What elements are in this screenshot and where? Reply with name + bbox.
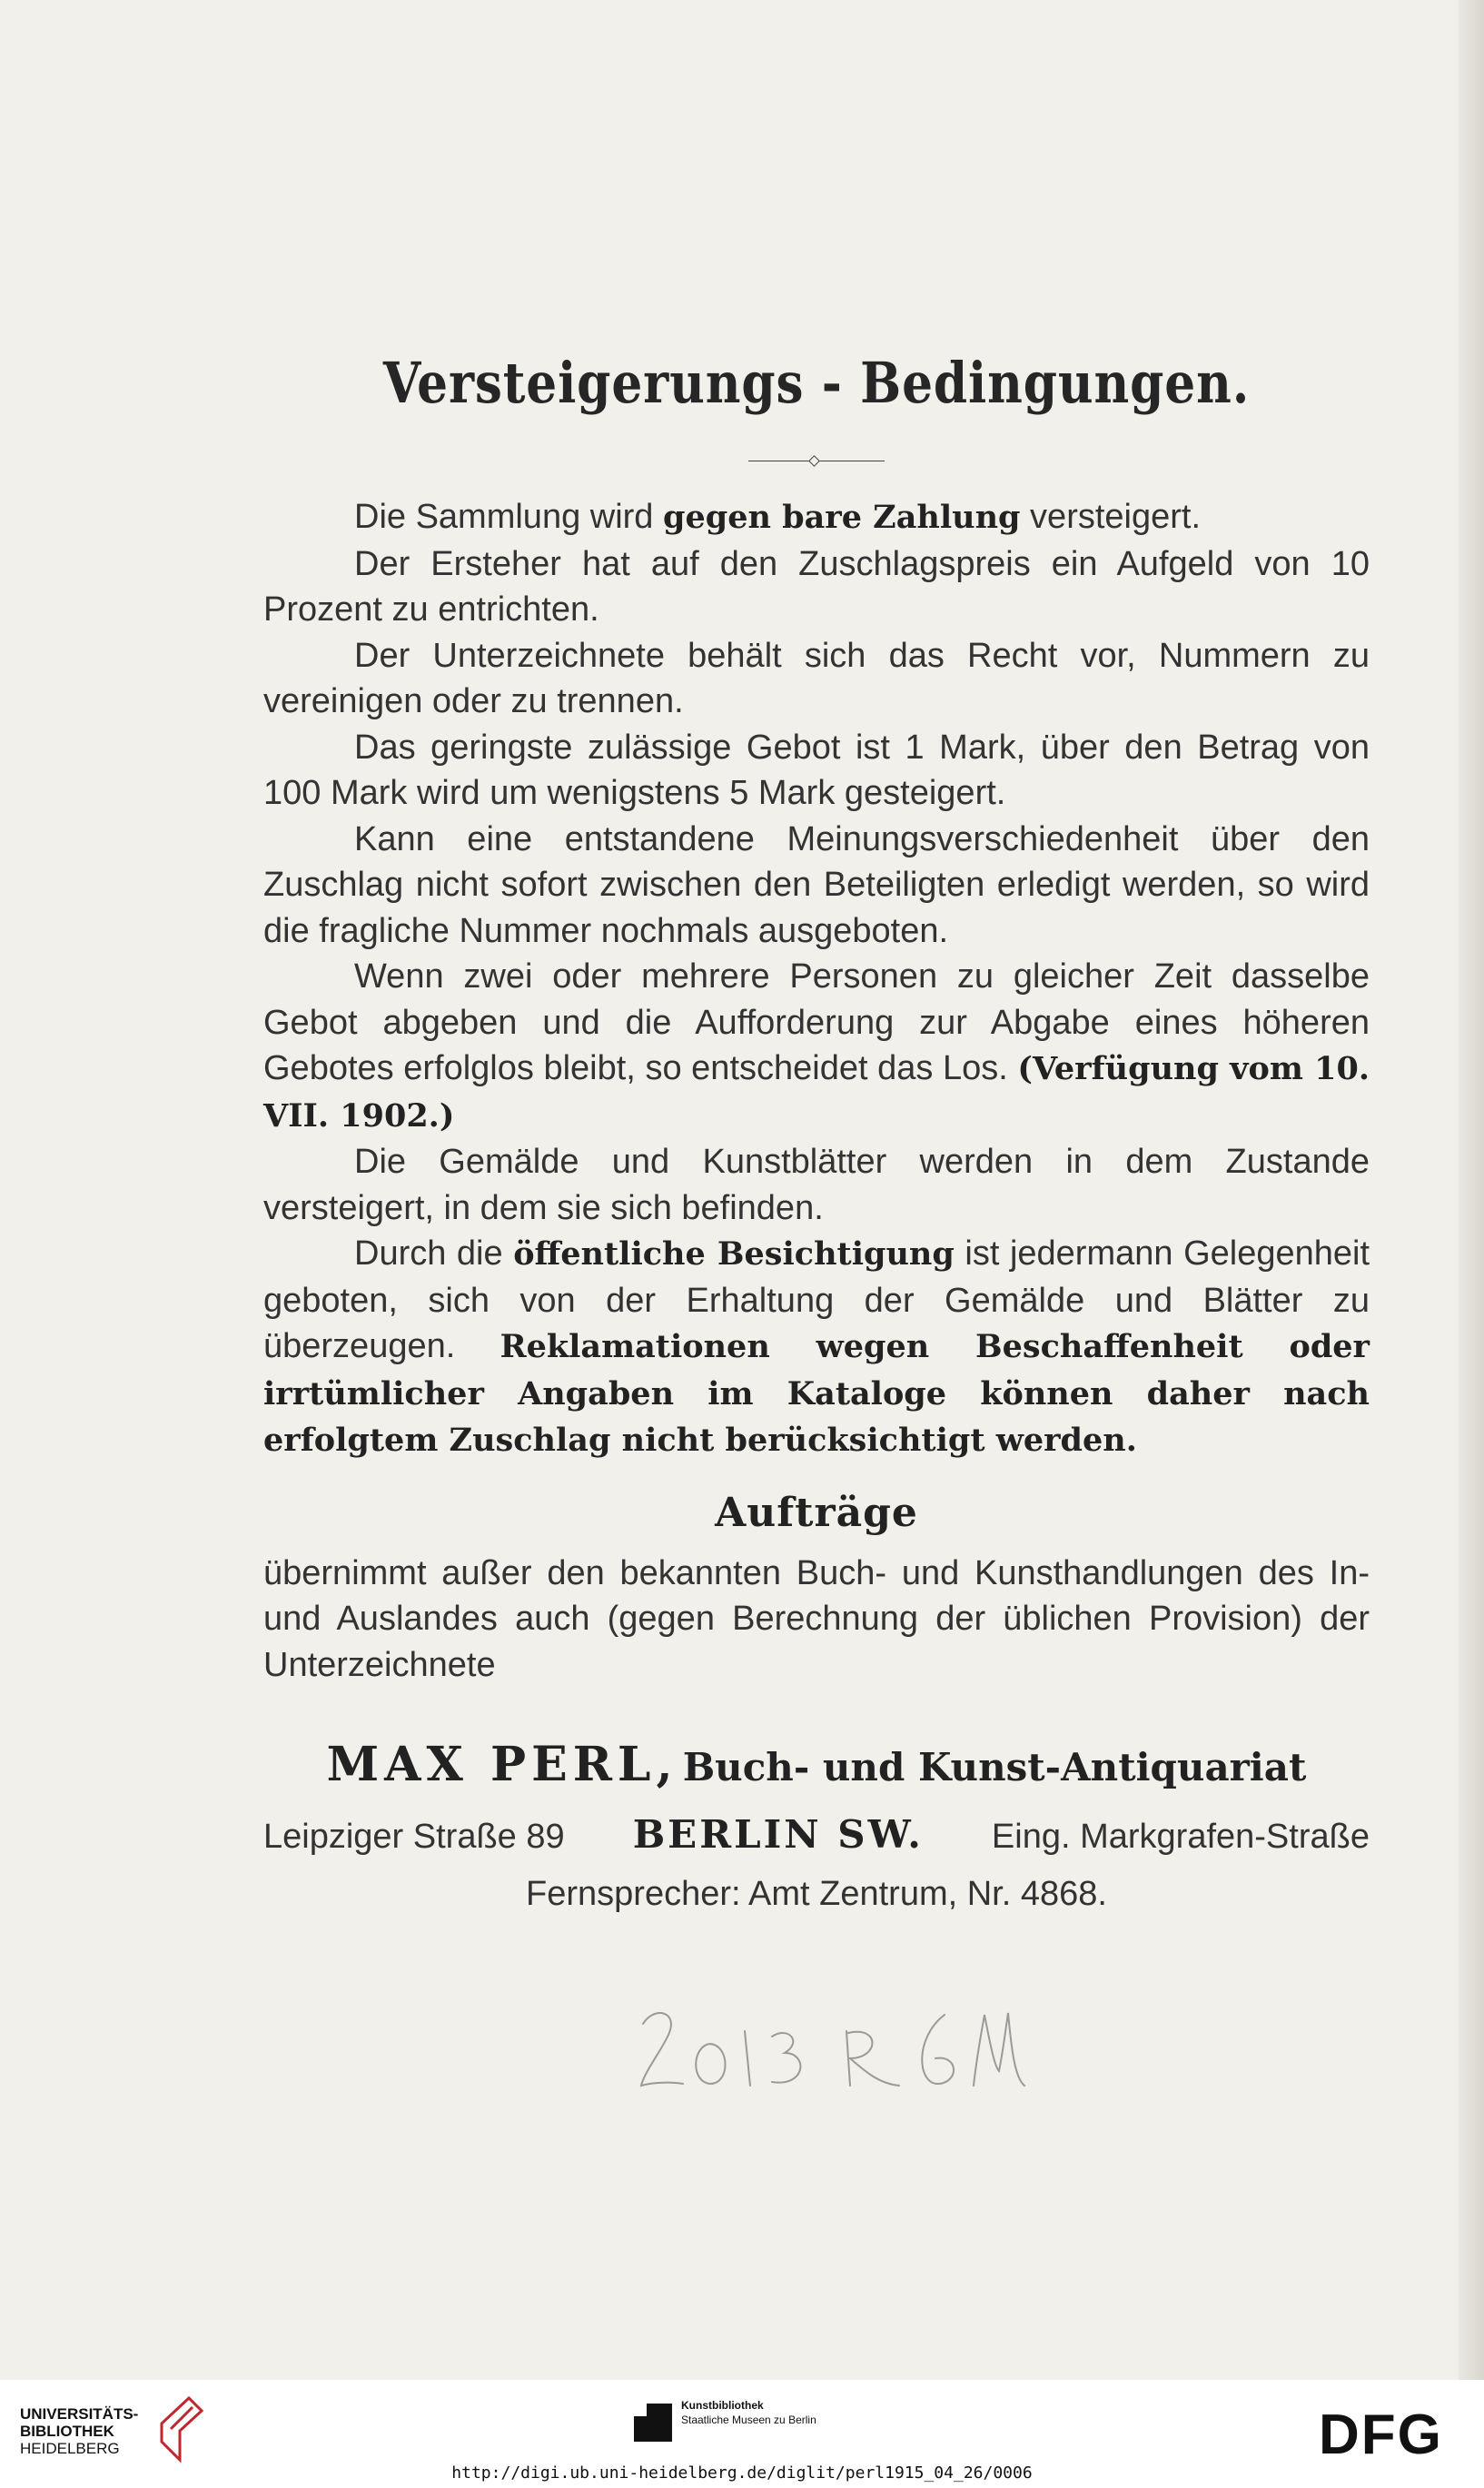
entrance: Eing. Markgrafen-Straße (991, 1818, 1370, 1856)
paragraph-text: Der Unterzeichnete behält sich das Recht vor, Nummern zu vereinigen oder zu trennen. (263, 636, 1370, 720)
auftraege-heading: Aufträge (715, 1489, 918, 1536)
paragraph-text: Wenn zwei oder mehrere Personen zu gleicher Zeit dasselbe Gebot abgeben und die Aufforderung zur Abgabe eines höheren Gebotes erfolglos bleibt, so entscheidet das Los. (263, 957, 1370, 1087)
paragraph-text: versteigert. (1020, 498, 1202, 536)
auftraege-text: übernimmt außer den bekannten Buch- und Kunsthandlungen des In- und Auslandes auch (gegen Berechnung der üblichen Provision) der Unterzeichnete (263, 1553, 1370, 1684)
paragraph-text: Das geringste zulässige Gebot ist 1 Mark, über den Betrag von 100 Mark wird um wenigstens 5 Mark gesteigert. (263, 728, 1370, 812)
address-line (263, 1812, 1370, 1857)
document-body (263, 350, 1370, 1914)
kunstbibliothek-logo[interactable] (634, 2398, 816, 2442)
condition-paragraph (263, 633, 1370, 725)
permalink-url[interactable]: http://digi.ub.uni-heidelberg.de/diglit/perl1915_04_26/0006 (451, 2463, 1033, 2483)
dfg-logo[interactable]: DFG (1319, 2404, 1443, 2466)
condition-paragraph (263, 725, 1370, 817)
paragraph-text: Durch die (354, 1234, 514, 1273)
ub-line1: UNIVERSITÄTS- (20, 2405, 139, 2423)
firm-type: Buch- und Kunst-Antiquariat (682, 1745, 1307, 1789)
condition-paragraph (263, 817, 1370, 955)
kunstbibliothek-mark-icon (634, 2404, 672, 2442)
kb-line1: Kunstbibliothek (681, 2399, 764, 2412)
kb-line2: Staatliche Museen zu Berlin (681, 2414, 816, 2426)
ub-line3: HEIDELBERG (20, 2440, 120, 2457)
paragraph-text: Der Ersteher hat auf den Zuschlagspreis ein Aufgeld von 10 Prozent zu entrichten. (263, 544, 1370, 629)
page-edge-shadow (1459, 0, 1484, 2380)
emphasis-text: Reklamationen wegen Beschaffenheit oder irrtümlicher Angaben im Kataloge können daher nach erfolgtem Zuschlag nicht berücksichtigt werden. (263, 1328, 1370, 1459)
firm-line (263, 1737, 1370, 1792)
street: Leipziger Straße 89 (263, 1818, 565, 1856)
paragraph-text: Kann eine entstandene Meinungsverschiedenheit über den Zuschlag nicht sofort zwischen den Beteiligten erledigt werden, so wird die fragliche Nummer nochmals ausgeboten. (263, 819, 1370, 950)
ub-mark-icon (153, 2387, 207, 2469)
page-title: Versteigerungs - Bedingungen. (382, 350, 1251, 416)
title-ornament (748, 456, 885, 465)
ub-heidelberg-logo[interactable] (20, 2405, 138, 2457)
emphasis-text: (Verfügung vom 10. VII. 1902.) (263, 1050, 1370, 1135)
phone-line: Fernsprecher: Amt Zentrum, Nr. 4868. (526, 1875, 1107, 1913)
condition-paragraph (263, 1231, 1370, 1464)
city: BERLIN SW. (632, 1812, 924, 1857)
firm-name: MAX PERL, (326, 1737, 678, 1792)
handwritten-signature (636, 1998, 1035, 2107)
paragraph-text: Die Gemälde und Kunstblätter werden in dem Zustande versteigert, in dem sie sich befinden. (263, 1143, 1370, 1227)
ub-line2: BIBLIOTHEK (20, 2423, 114, 2440)
emphasis-text: gegen bare Zahlung (663, 499, 1021, 536)
condition-paragraph (263, 954, 1370, 1139)
condition-paragraph (263, 494, 1370, 541)
condition-paragraph (263, 1139, 1370, 1231)
condition-paragraph (263, 541, 1370, 633)
paragraph-text: Die Sammlung wird (354, 498, 663, 536)
paragraph-text: ist jedermann Gelegenheit geboten, sich von der Erhaltung der Gemälde und Blätter zu überzeugen. (263, 1234, 1370, 1365)
emphasis-text: öffentliche Besichtigung (513, 1235, 955, 1273)
conditions-list (263, 494, 1370, 1464)
